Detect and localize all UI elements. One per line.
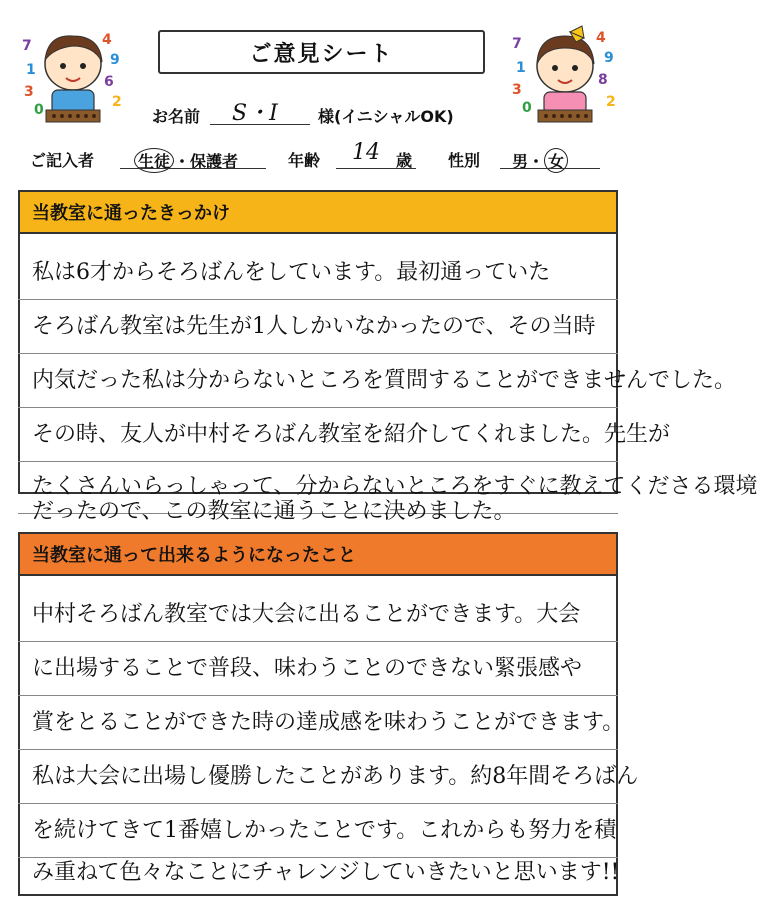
gender-label: 性別 — [448, 151, 481, 170]
section2-heading: 当教室に通って出来るようになったこと — [18, 532, 618, 576]
svg-text:7: 7 — [22, 38, 32, 54]
name-value: S・I — [232, 101, 278, 126]
section2-line-6: み重ねて色々なことにチャレンジしていきたいと思います!! — [32, 860, 620, 885]
svg-text:2: 2 — [112, 94, 122, 110]
gender-separator: ・ — [528, 152, 545, 171]
writer-options — [134, 148, 238, 173]
writer-student-circled: 生徒 — [134, 148, 174, 173]
boy-illustration — [18, 22, 128, 130]
section1-line-6: だったので、この教室に通うことに決めました。 — [32, 499, 516, 524]
svg-text:7: 7 — [512, 36, 522, 52]
section1-heading: 当教室に通ったきっかけ — [18, 190, 618, 234]
section1-line-2: そろばん教室は先生が1人しかいなかったので、その当時 — [18, 300, 618, 354]
svg-text:6: 6 — [104, 74, 114, 90]
girl-illustration — [508, 22, 622, 130]
svg-text:1: 1 — [26, 62, 36, 78]
age-label: 年齢 — [288, 151, 321, 170]
name-label: お名前 — [152, 107, 201, 126]
section2-line-3: 賞をとることができた時の達成感を味わうことができます。 — [18, 696, 618, 750]
svg-text:3: 3 — [24, 84, 34, 100]
svg-text:9: 9 — [110, 52, 120, 68]
gender-underline — [500, 168, 600, 169]
writer-guardian: 保護者 — [190, 152, 239, 171]
svg-text:3: 3 — [512, 82, 522, 98]
age-unit: 歳 — [396, 151, 413, 170]
writer-label: ご記入者 — [30, 151, 95, 170]
section2-line-5: を続けてきて1番嬉しかったことです。これからも努力を積 — [18, 804, 618, 858]
section2-line-2: に出場することで普段、味わうことのできない緊張感や — [18, 642, 618, 696]
writer-underline — [120, 168, 266, 169]
section1-line-1: 私は6才からそろばんをしています。最初通っていた — [18, 246, 618, 300]
svg-text:4: 4 — [596, 30, 606, 46]
section1-line-5: たくさんいらっしゃって、分からないところをすぐに教えてくださる環境 — [18, 460, 618, 514]
gender-options — [512, 148, 568, 173]
svg-text:8: 8 — [598, 72, 608, 88]
age-value: 14 — [352, 140, 380, 165]
writer-separator: ・ — [174, 152, 191, 171]
svg-text:9: 9 — [604, 50, 614, 66]
name-underline — [210, 124, 310, 125]
svg-text:1: 1 — [516, 60, 526, 76]
gender-female-circled: 女 — [544, 148, 568, 173]
sheet-title: ご意見シート — [158, 30, 485, 74]
svg-text:0: 0 — [34, 102, 44, 118]
section2-line-1: 中村そろばん教室では大会に出ることができます。大会 — [18, 588, 618, 642]
svg-text:0: 0 — [522, 100, 532, 116]
section2-line-4: 私は大会に出場し優勝したことがあります。約8年間そろばん — [18, 750, 618, 804]
gender-male: 男 — [512, 152, 529, 171]
section1-line-3: 内気だった私は分からないところを質問することができませんでした。 — [18, 354, 618, 408]
name-suffix: 様(イニシャルOK) — [318, 107, 454, 126]
svg-text:4: 4 — [102, 32, 112, 48]
section1-line-4: その時、友人が中村そろばん教室を紹介してくれました。先生が — [18, 408, 618, 462]
svg-text:2: 2 — [606, 94, 616, 110]
age-underline — [336, 168, 416, 169]
